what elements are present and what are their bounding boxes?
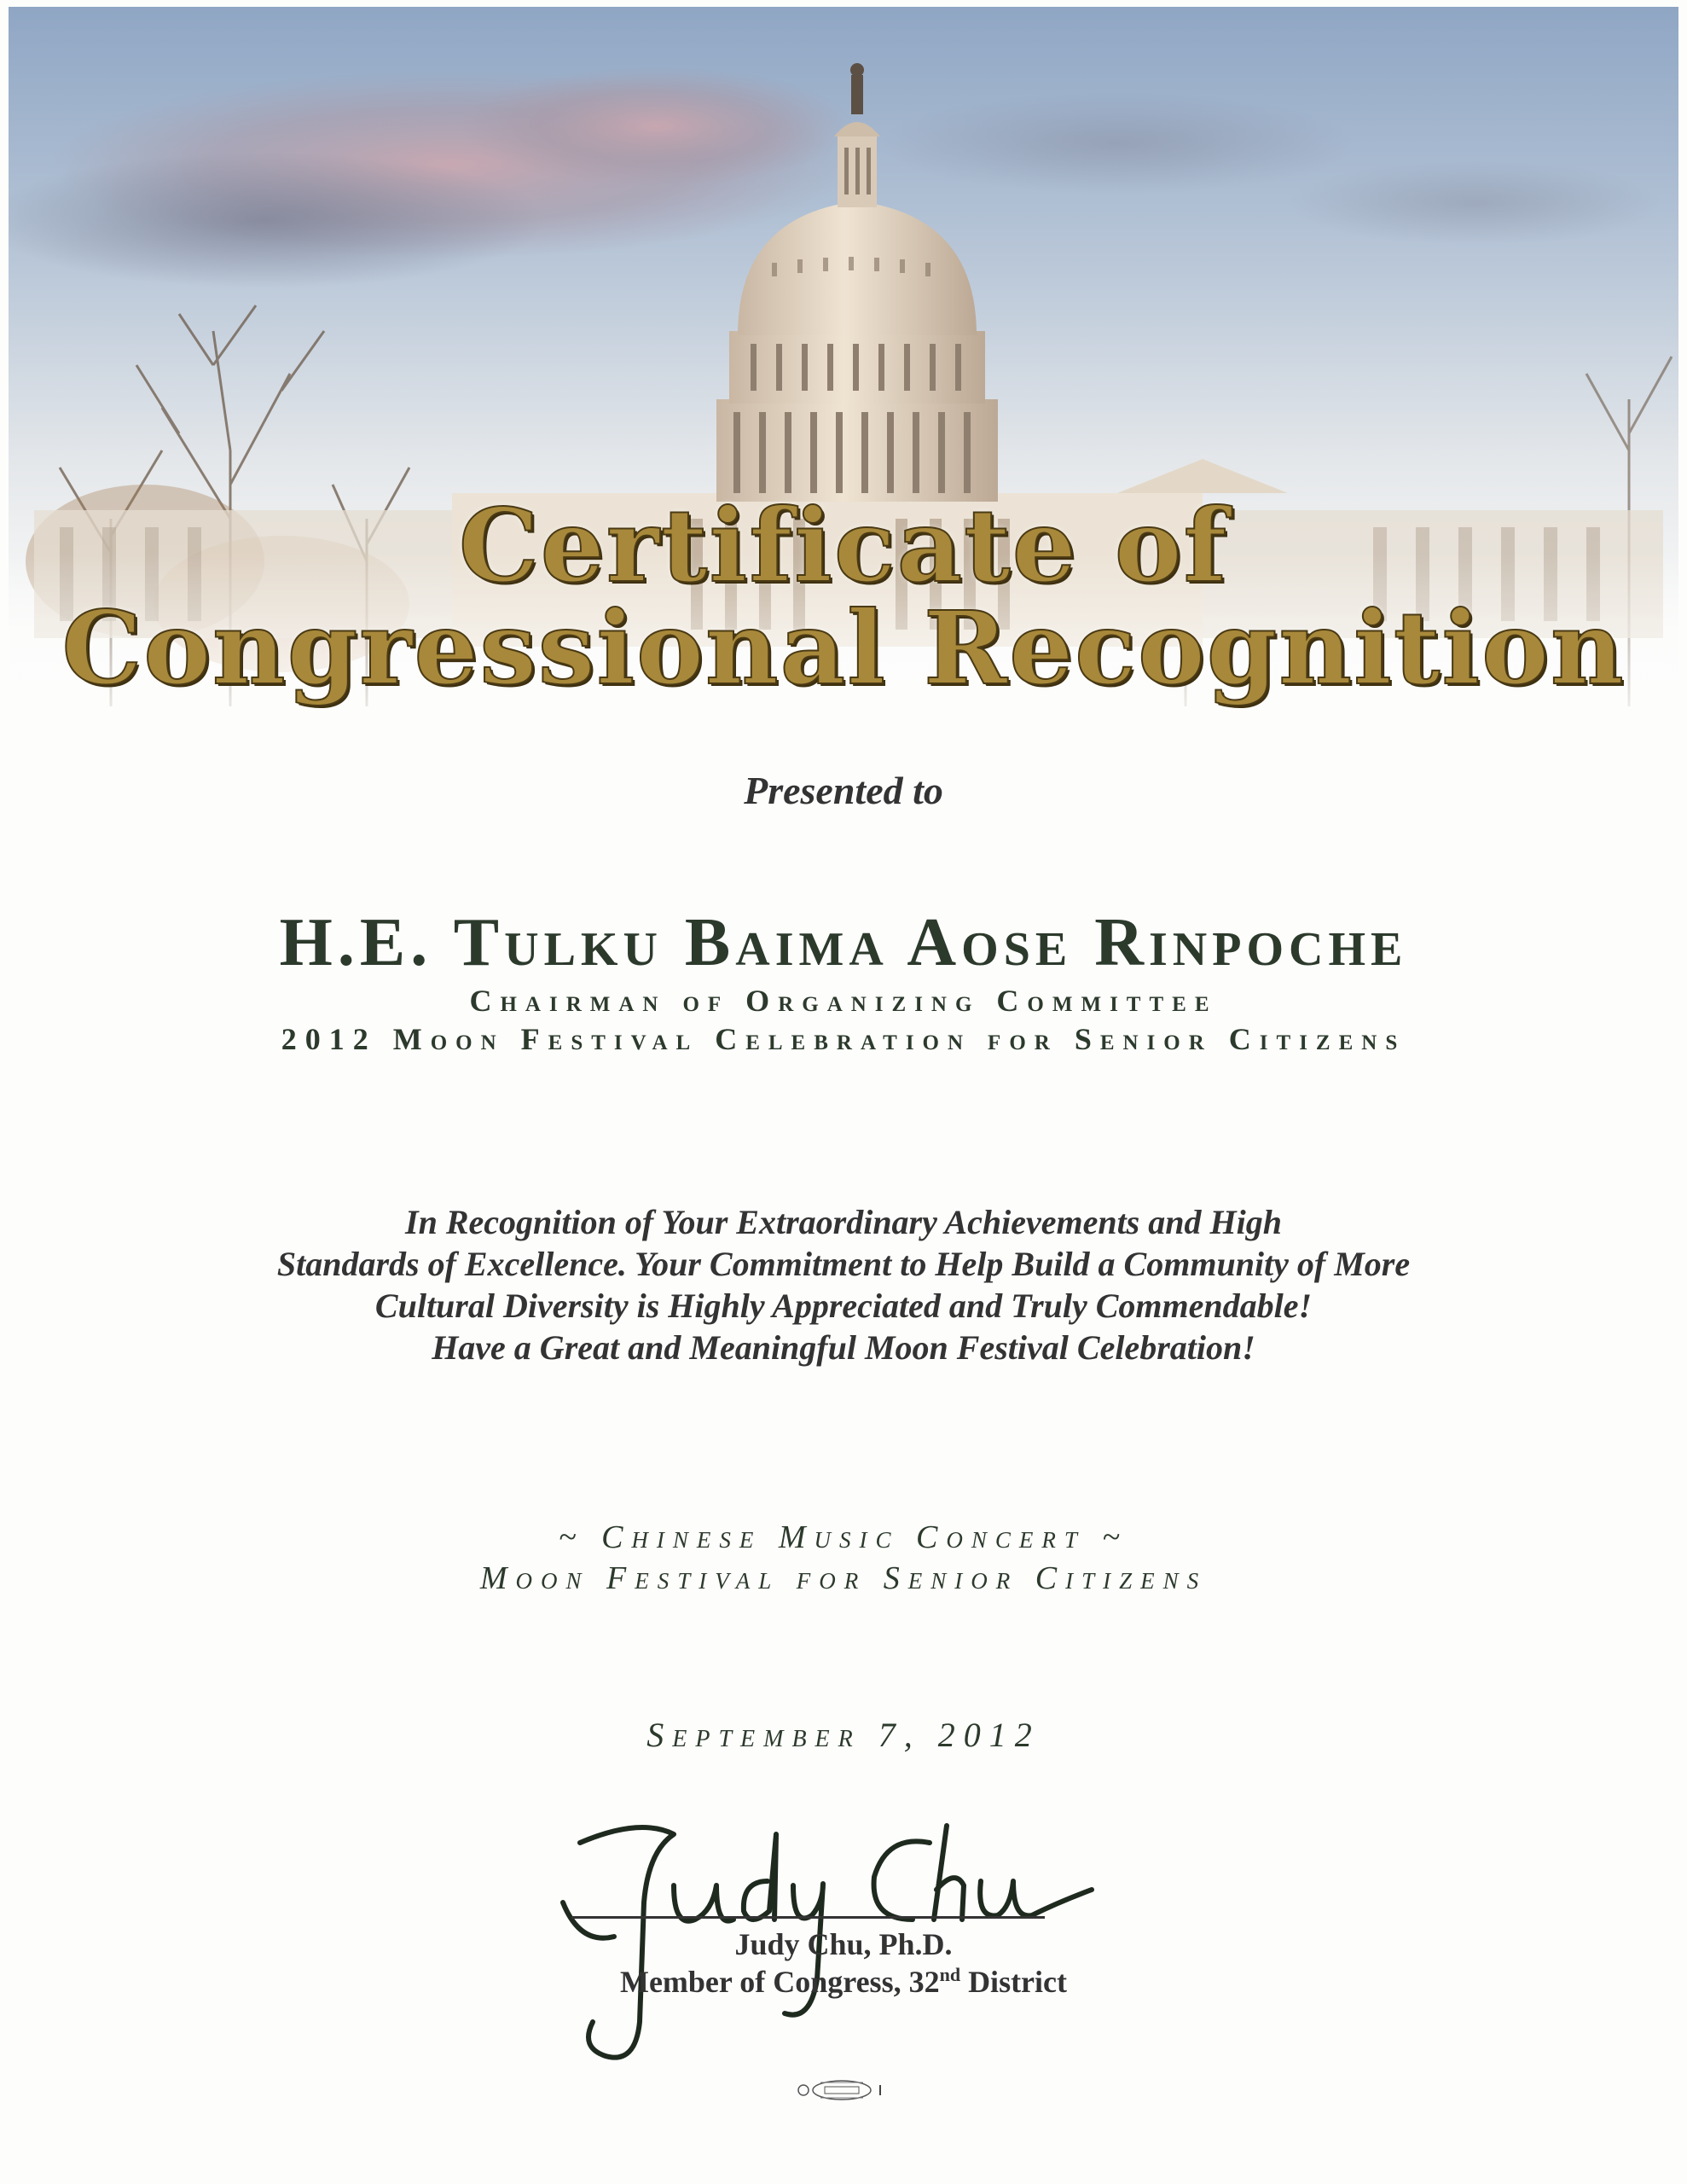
certificate-title-line-1: Certificate of bbox=[458, 486, 1229, 605]
recipient-name: H.E. Tulku Baima Aose Rinpoche bbox=[279, 905, 1408, 980]
presented-to-label: Presented to bbox=[744, 769, 943, 812]
recipient-title-2: 2012 Moon Festival Celebration for Senior Citizens bbox=[281, 1022, 1406, 1056]
citation-text bbox=[0, 1201, 1687, 1368]
citation-line: In Recognition of Your Extraordinary Achievements and High bbox=[405, 1203, 1282, 1241]
signer-office-ordinal: nd bbox=[939, 1964, 961, 1985]
signer-office bbox=[0, 1964, 1687, 2000]
recipient-title-1: Chairman of Organizing Committee bbox=[469, 984, 1218, 1018]
citation-line: Standards of Excellence. Your Commitment to Help Build a Community of More bbox=[276, 1245, 1411, 1283]
union-label-icon bbox=[795, 2077, 897, 2103]
event-name: ~ Chinese Music Concert ~ bbox=[559, 1519, 1128, 1555]
event-date: September 7, 2012 bbox=[646, 1716, 1041, 1754]
signature-line bbox=[571, 1916, 1045, 1919]
signer-office-suffix: District bbox=[960, 1965, 1068, 1999]
citation-line: Have a Great and Meaningful Moon Festival Celebration! bbox=[432, 1328, 1255, 1367]
signer-name: Judy Chu, Ph.D. bbox=[734, 1927, 953, 1961]
citation-line: Cultural Diversity is Highly Appreciated and Truly Commendable! bbox=[374, 1287, 1313, 1325]
event-subtitle: Moon Festival for Senior Citizens bbox=[479, 1560, 1208, 1596]
certificate-title-line-2: Congressional Recognition bbox=[61, 589, 1626, 707]
signer-office-prefix: Member of Congress, 32 bbox=[619, 1965, 940, 1999]
